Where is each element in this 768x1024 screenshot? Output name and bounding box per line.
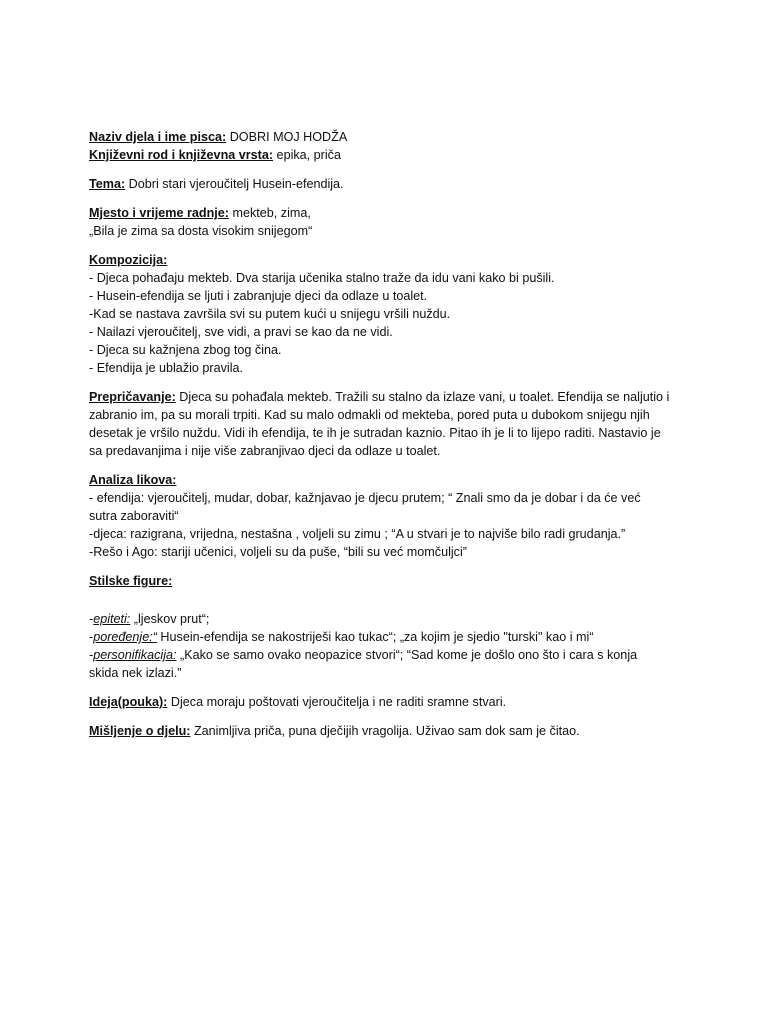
mjesto-line (89, 204, 689, 222)
prepricavanje-line (89, 388, 689, 406)
misljenje-label: Mišljenje o djelu: (89, 724, 191, 738)
naziv-value: DOBRI MOJ HODŽA (226, 130, 348, 144)
ideja-line (89, 693, 689, 711)
mjesto-quote: „Bila je zima sa dosta visokim snijegom“ (89, 224, 313, 238)
prepricavanje-text: sa predavanjima i nije više zabranjivao djeci da odlaze u toalet. (89, 444, 441, 458)
analiza-text: sutra zaboraviti“ (89, 509, 179, 523)
kompozicija-block (89, 251, 689, 377)
epiteti-prefix: - (89, 612, 94, 626)
misljenje-block (89, 722, 689, 740)
prepricavanje-text: zabranio im, pa su morali trpiti. Kad su malo odmakli od mekteba, pored puta u dubokom snijegu njih (89, 408, 650, 422)
analiza-block (89, 471, 689, 561)
analiza-text: -Rešo i Ago: stariji učenici, voljeli su da puše, “bili su već momčuljci” (89, 545, 467, 559)
poredenje-line (89, 628, 689, 646)
prepricavanje-text: Djeca su pohađala mekteb. Tražili su stalno da izlaze vani, u toalet. Efendija se naljutio i (175, 390, 670, 404)
tema-label: Tema: (89, 177, 126, 191)
analiza-text: -djeca: razigrana, vrijedna, nestašna , voljeli su zimu ; “A u stvari je to najviše bilo radi grudanja.” (89, 527, 626, 541)
misljenje-value: Zanimljiva priča, puna dječijih vragolija. Uživao sam dok sam je čitao. (190, 724, 580, 738)
ideja-label: Ideja(pouka): (89, 695, 168, 709)
stilske-block (89, 610, 689, 682)
personifikacija-prefix: - (89, 648, 94, 662)
ideja-value: Djeca moraju poštovati vjeroučitelja i ne raditi sramne stvari. (167, 695, 507, 709)
personifikacija-text-2: skida nek izlazi.” (89, 666, 182, 680)
header-block (89, 128, 689, 164)
kompozicija-item: - Efendija je ublažio pravila. (89, 361, 244, 375)
mjesto-value: mekteb, zima, (228, 206, 311, 220)
stilske-label: Stilske figure: (89, 574, 173, 588)
poredenje-text: Husein-efendija se nakostriješi kao tukac“; „za kojim je sjedio "turski" kao i mi“ (156, 630, 594, 644)
poredenje-prefix: - (89, 630, 94, 644)
tema-value: Dobri stari vjeroučitelj Husein-efendija. (125, 177, 344, 191)
naziv-label: Naziv djela i ime pisca: (89, 130, 227, 144)
kompozicija-item: - Husein-efendija se ljuti i zabranjuje djeci da odlaze u toalet. (89, 289, 428, 303)
analiza-label: Analiza likova: (89, 473, 177, 487)
kompozicija-item: - Djeca pohađaju mekteb. Dva starija učenika stalno traže da idu vani kako bi pušili. (89, 271, 555, 285)
personifikacija-text: „Kako se samo ovako neopazice stvori“; “Sad kome je došlo ono što i cara s konja (176, 648, 638, 662)
kompozicija-item: -Kad se nastava završila svi su putem kući u snijegu vršili nuždu. (89, 307, 451, 321)
stilske-label-block (89, 572, 689, 590)
rod-value: epika, priča (273, 148, 341, 162)
mjesto-label: Mjesto i vrijeme radnje: (89, 206, 229, 220)
epiteti-line (89, 610, 689, 628)
prepricavanje-text: desetak je vršilo nuždu. Vidi ih efendija, te ih je sutradan kaznio. Pitao ih je li to lijepo raditi. Nastavio je (89, 426, 661, 440)
tema-line (89, 175, 689, 193)
personifikacija-label: personifikacija: (93, 648, 177, 662)
epiteti-label: epiteti: (93, 612, 131, 626)
rod-label: Književni rod i književna vrsta: (89, 148, 274, 162)
rod-line (89, 146, 689, 164)
tema-block (89, 175, 689, 193)
kompozicija-item: - Nailazi vjeroučitelj, sve vidi, a pravi se kao da ne vidi. (89, 325, 393, 339)
document-content (89, 128, 689, 751)
epiteti-text: „ljeskov prut“; (130, 612, 210, 626)
analiza-text: - efendija: vjeroučitelj, mudar, dobar, kažnjavao je djecu prutem; “ Znali smo da je dobar i da će već (89, 491, 641, 505)
personifikacija-line (89, 646, 689, 664)
mjesto-block (89, 204, 689, 240)
ideja-block (89, 693, 689, 711)
naziv-line (89, 128, 689, 146)
kompozicija-label: Kompozicija: (89, 253, 168, 267)
prepricavanje-label: Prepričavanje: (89, 390, 176, 404)
kompozicija-item: - Djeca su kažnjena zbog tog čina. (89, 343, 282, 357)
poredenje-label: poređenje:“ (93, 630, 157, 644)
prepricavanje-block (89, 388, 689, 460)
misljenje-line (89, 722, 689, 740)
